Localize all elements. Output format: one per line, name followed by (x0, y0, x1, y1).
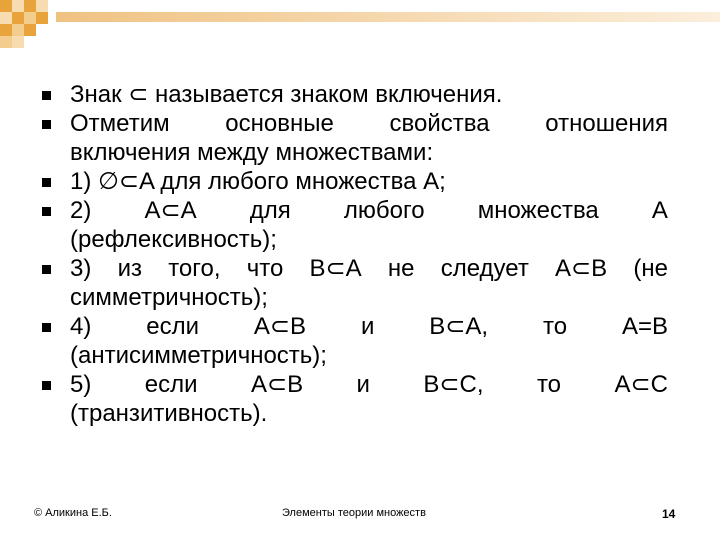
square-bullet-icon (42, 207, 51, 216)
word: A⊂A (144, 197, 197, 224)
word: то (542, 313, 568, 340)
word: A⊂B (555, 255, 608, 282)
word: что (246, 255, 284, 282)
word: отношения (545, 110, 668, 137)
page-number: 14 (662, 507, 676, 521)
footer-author: © Аликина Е.Б. (34, 507, 112, 519)
list-item (42, 312, 668, 370)
square-bullet-icon (42, 91, 51, 100)
word: 4) (70, 313, 92, 340)
word: для (249, 197, 291, 224)
item-line-justified (70, 370, 668, 399)
item-line: включения между множествами: (70, 139, 434, 166)
square-bullet-icon (42, 178, 51, 187)
list-item (42, 167, 668, 196)
square-bullet-icon (42, 381, 51, 390)
word: из (117, 255, 142, 282)
word: A⊂B (253, 313, 307, 340)
word: и (360, 313, 375, 340)
list-item (42, 109, 668, 167)
footer-title: Элементы теории множеств (282, 507, 426, 519)
word: следует (440, 255, 529, 282)
item-line: (рефлексивность); (70, 226, 277, 253)
item-line-justified (70, 196, 668, 225)
item-line: (транзитивность). (70, 400, 268, 427)
word: любого (343, 197, 425, 224)
word: того, (168, 255, 221, 282)
word: A⊂C (614, 371, 668, 398)
word: множества (477, 197, 599, 224)
word: A (651, 197, 668, 224)
item-line-justified (70, 312, 668, 341)
square-bullet-icon (42, 323, 51, 332)
word: и (356, 371, 370, 398)
list-item (42, 254, 668, 312)
header-band (56, 12, 720, 22)
word: основные (225, 110, 334, 137)
word: B⊂A (309, 255, 362, 282)
bullet-list (42, 80, 668, 428)
slide-content (42, 80, 668, 428)
item-line: Знак ⊂ называется знаком включения. (70, 81, 503, 108)
item-line: (антисимметричность); (70, 342, 327, 369)
word: если (144, 371, 198, 398)
word: 2) (70, 197, 92, 224)
item-line: симметричность); (70, 284, 268, 311)
word: B⊂A, (429, 313, 489, 340)
word: A⊂B (250, 371, 304, 398)
item-line-justified (70, 109, 668, 138)
word: не (387, 255, 415, 282)
item-line: 1) ∅⊂A для любого множества A; (70, 168, 446, 195)
item-line-justified (70, 254, 668, 283)
word: если (146, 313, 200, 340)
header-decoration (0, 0, 720, 60)
square-bullet-icon (42, 265, 51, 274)
word: 5) (70, 371, 92, 398)
checker-pattern (0, 0, 48, 48)
list-item (42, 370, 668, 428)
word: Отметим (70, 110, 170, 137)
word: свойства (389, 110, 490, 137)
list-item (42, 80, 668, 109)
word: (не (633, 255, 668, 282)
word: 3) (70, 255, 92, 282)
word: B⊂C, (423, 371, 484, 398)
square-bullet-icon (42, 120, 51, 129)
list-item (42, 196, 668, 254)
word: то (536, 371, 562, 398)
word: A=B (621, 313, 668, 340)
